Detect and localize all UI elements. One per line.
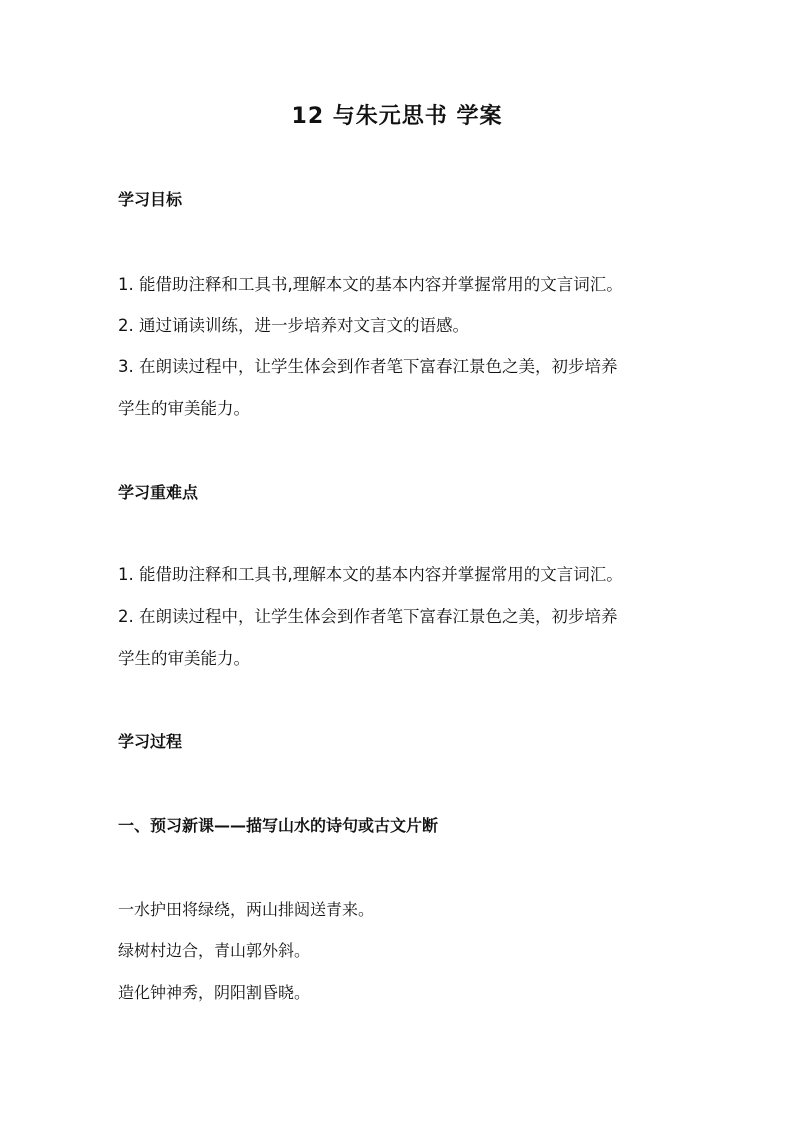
poem-line-2: 绿树村边合，青山郭外斜。 — [118, 941, 311, 960]
poem-line-1: 一水护田将绿绕，两山排闼送青来。 — [118, 900, 375, 919]
poem-line-3: 造化钟神秀，阴阳割昏晓。 — [118, 983, 311, 1002]
objective-item-3-continuation: 学生的审美能力。 — [118, 399, 250, 418]
process-heading: 学习过程 — [118, 732, 183, 751]
objective-item-2: 2. 通过诵读训练，进一步培养对文言文的语感。 — [118, 316, 469, 335]
objective-item-3: 3. 在朗读过程中，让学生体会到作者笔下富春江景色之美，初步培养 — [118, 357, 618, 376]
document-title: 12 与朱元思书 学案 — [291, 104, 503, 129]
objectives-heading: 学习目标 — [118, 190, 183, 209]
key-points-heading: 学习重难点 — [118, 483, 199, 502]
key-point-item-1: 1. 能借助注释和工具书,理解本文的基本内容并掌握常用的文言词汇。 — [118, 565, 623, 584]
key-point-item-2-continuation: 学生的审美能力。 — [118, 649, 250, 668]
objective-item-1: 1. 能借助注释和工具书,理解本文的基本内容并掌握常用的文言词汇。 — [118, 275, 623, 294]
process-subheading: 一、预习新课——描写山水的诗句或古文片断 — [118, 816, 439, 835]
key-point-item-2: 2. 在朗读过程中，让学生体会到作者笔下富春江景色之美，初步培养 — [118, 607, 618, 626]
